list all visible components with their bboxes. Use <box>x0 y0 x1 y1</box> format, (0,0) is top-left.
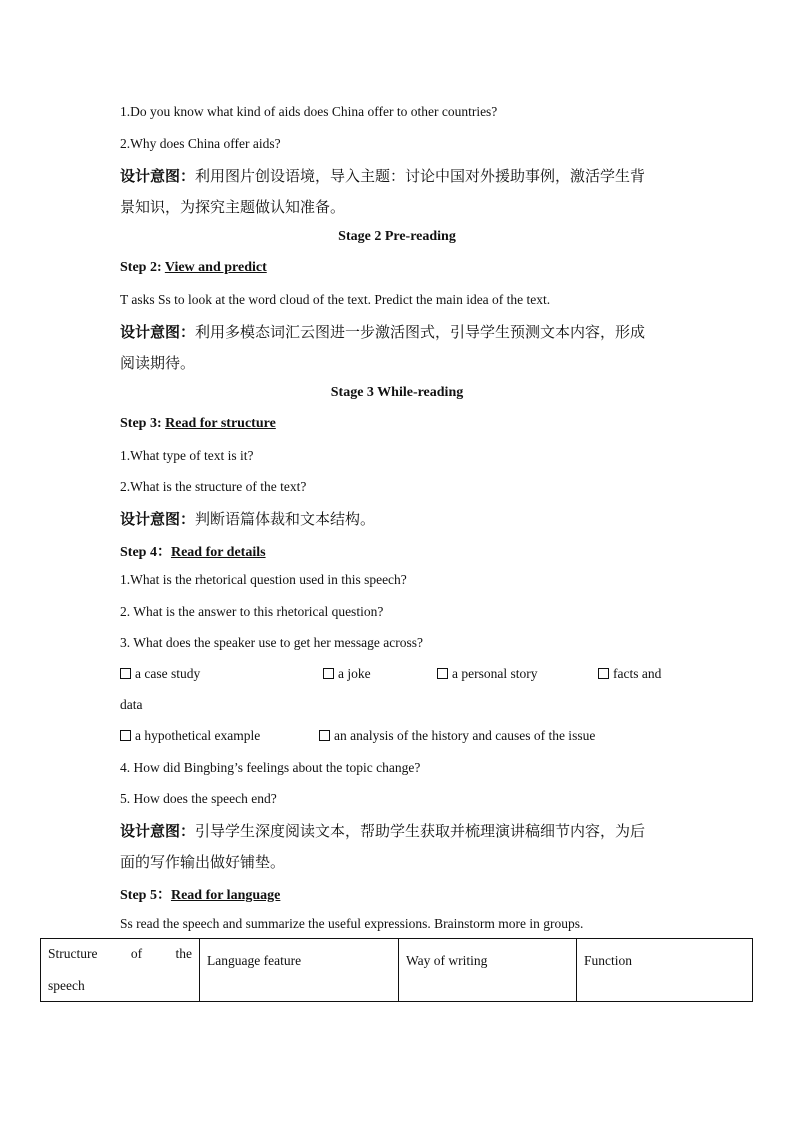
intent-text: 利用图片创设语境，导入主题：讨论中国对外援助事例，激活学生背 <box>195 167 646 185</box>
step-2-heading <box>120 260 267 276</box>
step-5-heading <box>120 884 280 904</box>
design-intent-1 <box>120 165 645 186</box>
question-2: 2.Why does China offer aids? <box>120 136 281 151</box>
checkbox[interactable] <box>437 668 448 679</box>
step-4-heading <box>120 541 266 561</box>
intent-text: 判断语篇体裁和文本结构。 <box>195 510 376 528</box>
step-5-instruction: Ss read the speech and summarize the useful expressions. Brainstorm more in groups. <box>120 916 584 931</box>
design-intent-1-cont: 景知识，为探究主题做认知准备。 <box>120 198 346 216</box>
option-label: a case study <box>135 666 201 681</box>
step-title: View and predict <box>164 260 267 275</box>
option-personal-story <box>437 666 537 682</box>
step-4-question-5: 5. How does the speech end? <box>120 791 277 806</box>
option-case-study <box>120 666 200 682</box>
checkbox[interactable] <box>120 730 131 741</box>
intent-label: 设计意图： <box>120 822 196 840</box>
step-prefix: Step 4： <box>120 545 171 560</box>
checkbox[interactable] <box>323 668 334 679</box>
step-title: Read for language <box>170 888 281 903</box>
design-intent-3 <box>120 508 375 529</box>
table-header-function: Function <box>577 939 753 1002</box>
option-label: a joke <box>338 666 371 681</box>
checkbox[interactable] <box>319 730 330 741</box>
step-3-question-2: 2.What is the structure of the text? <box>120 479 307 494</box>
step-4-question-1: 1.What is the rhetorical question used in this speech? <box>120 572 407 587</box>
step-4-question-4: 4. How did Bingbing’s feelings about the topic change? <box>120 760 421 775</box>
option-label: facts and <box>613 666 662 681</box>
design-intent-2-cont: 阅读期待。 <box>120 354 196 372</box>
design-intent-4-cont: 面的写作输出做好铺垫。 <box>120 853 286 871</box>
option-hypothetical-example <box>120 728 260 744</box>
stage-3-title: Stage 3 While-reading <box>330 385 464 400</box>
step-title: Read for structure <box>165 416 276 431</box>
option-facts-and-data-wrap: data <box>120 697 143 712</box>
question-1: 1.Do you know what kind of aids does China offer to other countries? <box>120 104 498 119</box>
design-intent-2 <box>120 321 645 342</box>
stage-2-title: Stage 2 Pre-reading <box>338 229 456 244</box>
checkbox[interactable] <box>120 668 131 679</box>
option-history-analysis <box>319 728 595 744</box>
step-3-heading <box>120 416 276 432</box>
table-header-language-feature: Language feature <box>200 939 399 1002</box>
step-prefix: Step 3: <box>120 416 166 431</box>
option-label: an analysis of the history and causes of the issue <box>334 728 596 743</box>
intent-text: 利用多模态词汇云图进一步激活图式，引导学生预测文本内容，形成 <box>195 323 646 341</box>
intent-label: 设计意图： <box>120 510 196 528</box>
option-joke <box>323 666 371 682</box>
table-header-row <box>41 939 753 1002</box>
step-3-question-1: 1.What type of text is it? <box>120 448 254 463</box>
step-prefix: Step 5： <box>120 888 171 903</box>
language-table <box>40 938 753 1002</box>
option-label: a personal story <box>452 666 538 681</box>
step-4-question-3: 3. What does the speaker use to get her message across? <box>120 635 424 650</box>
option-label: a hypothetical example <box>135 728 261 743</box>
table-header-way-of-writing: Way of writing <box>399 939 577 1002</box>
table-header-structure: Structure of the speech <box>41 939 200 1002</box>
option-facts-and-data <box>598 666 661 682</box>
intent-label: 设计意图： <box>120 167 196 185</box>
design-intent-4 <box>120 820 645 841</box>
step-2-instruction: T asks Ss to look at the word cloud of the text. Predict the main idea of the text. <box>120 292 551 307</box>
intent-label: 设计意图： <box>120 323 196 341</box>
intent-text: 引导学生深度阅读文本，帮助学生获取并梳理演讲稿细节内容，为后 <box>195 822 646 840</box>
step-prefix: Step 2: <box>120 260 165 275</box>
step-title: Read for details <box>170 545 266 560</box>
checkbox[interactable] <box>598 668 609 679</box>
step-4-question-2: 2. What is the answer to this rhetorical question? <box>120 604 384 619</box>
